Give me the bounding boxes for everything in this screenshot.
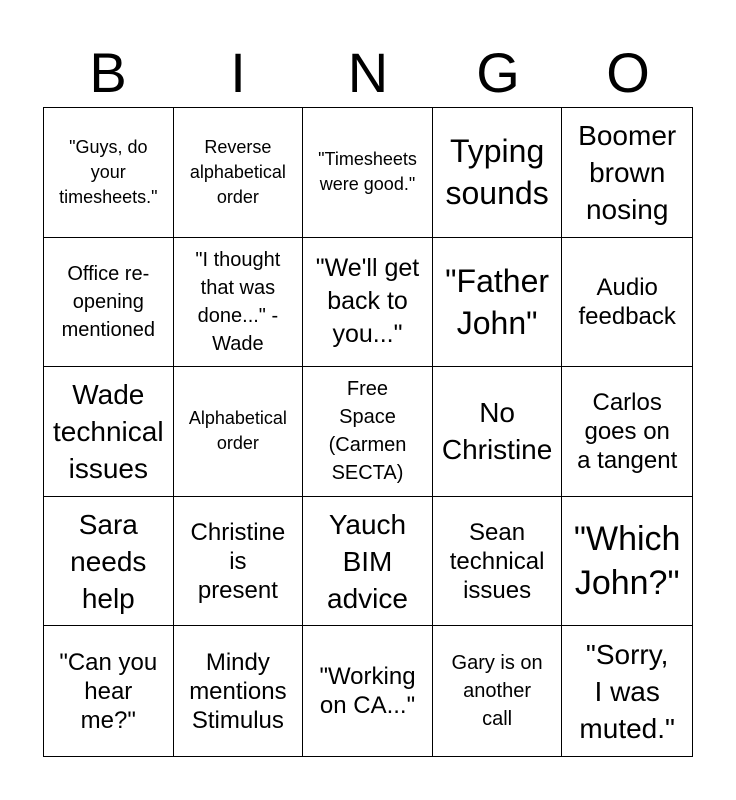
- bingo-cell[interactable]: [303, 497, 433, 627]
- bingo-cell[interactable]: [303, 367, 433, 497]
- cell-text: Typing sounds: [445, 133, 549, 212]
- header-letter-i: I: [230, 41, 246, 104]
- cell-text: Free Space (Carmen SECTA): [328, 378, 407, 485]
- cell-text: Audio feedback: [578, 273, 676, 330]
- cell-text: "Sorry, I was muted.": [579, 638, 675, 744]
- cell-text: Yauch BIM advice: [327, 508, 408, 614]
- header-letter-o: O: [606, 41, 650, 104]
- bingo-cell[interactable]: [303, 238, 433, 368]
- cell-text: "Which John?": [573, 520, 681, 603]
- bingo-cell[interactable]: [44, 238, 174, 368]
- bingo-cell[interactable]: [562, 626, 692, 756]
- cell-text: Carlos goes on a tangent: [577, 388, 678, 474]
- cell-text: Office re- opening mentioned: [61, 262, 155, 341]
- cell-text: Boomer brown nosing: [578, 119, 677, 225]
- bingo-cell[interactable]: [174, 497, 304, 627]
- bingo-cell[interactable]: [303, 626, 433, 756]
- bingo-cell[interactable]: [562, 238, 692, 368]
- bingo-cell[interactable]: [562, 497, 692, 627]
- bingo-cell[interactable]: [433, 367, 563, 497]
- cell-text: Mindy mentions Stimulus: [189, 648, 287, 734]
- bingo-cell[interactable]: [174, 108, 304, 238]
- cell-text: "Father John": [445, 262, 550, 341]
- bingo-cell[interactable]: [562, 367, 692, 497]
- cell-text: Sara needs help: [70, 508, 147, 614]
- cell-text: Christine is present: [190, 518, 286, 604]
- bingo-cell[interactable]: [174, 238, 304, 368]
- header-letter-g: G: [476, 41, 520, 104]
- bingo-cell[interactable]: [303, 108, 433, 238]
- bingo-cell[interactable]: [44, 108, 174, 238]
- cell-text: Reverse alphabetical order: [189, 136, 286, 207]
- bingo-cell[interactable]: [433, 626, 563, 756]
- cell-text: No Christine: [441, 397, 553, 466]
- cell-text: "I thought that was done..." - Wade: [195, 248, 281, 355]
- bingo-cell[interactable]: [433, 497, 563, 627]
- header-letter-n: N: [347, 41, 389, 104]
- cell-text: Wade technical issues: [53, 378, 164, 484]
- cell-text: "We'll get back to you...": [315, 254, 420, 349]
- cell-text: "Guys, do your timesheets.": [59, 136, 158, 207]
- cell-text: "Timesheets were good.": [318, 149, 417, 195]
- bingo-cell[interactable]: [44, 626, 174, 756]
- bingo-header: [43, 40, 693, 106]
- cell-text: "Can you hear me?": [59, 648, 158, 734]
- bingo-cell[interactable]: [44, 497, 174, 627]
- bingo-cell[interactable]: [174, 626, 304, 756]
- bingo-board: [43, 107, 693, 757]
- cell-text: Sean technical issues: [449, 518, 545, 604]
- bingo-cell[interactable]: [433, 108, 563, 238]
- header-letter-b: B: [89, 41, 127, 104]
- cell-text: "Working on CA...": [319, 663, 416, 720]
- bingo-cell[interactable]: [44, 367, 174, 497]
- bingo-cell[interactable]: [562, 108, 692, 238]
- cell-text: Gary is on another call: [451, 652, 543, 731]
- bingo-cell[interactable]: [433, 238, 563, 368]
- bingo-cell[interactable]: [174, 367, 304, 497]
- cell-text: Alphabetical order: [188, 408, 287, 454]
